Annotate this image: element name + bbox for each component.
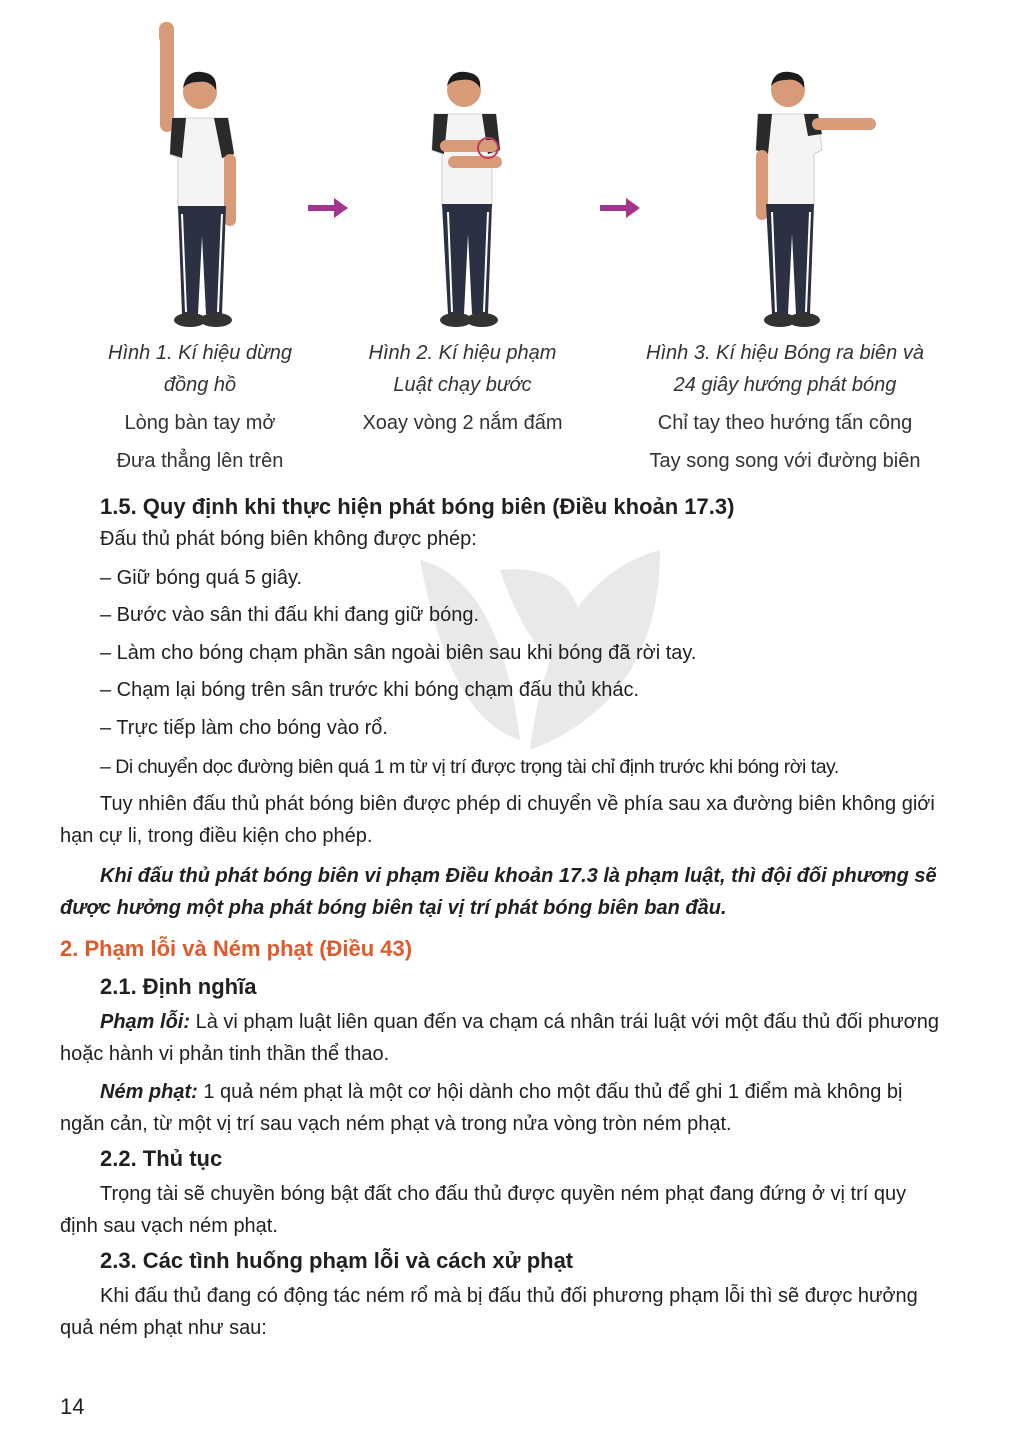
figure-1-referee-stop-clock: [150, 22, 260, 332]
section-2-heading: 2. Phạm lỗi và Ném phạt (Điều 43): [60, 936, 413, 961]
section-1-5-paragraph: Tuy nhiên đấu thủ phát bóng biên được phép di chuyển về phía sau xa đường biên không giới hạn cự li, trong điều kiện cho phép.: [60, 793, 935, 847]
figure-3-notes: [620, 404, 950, 480]
caption-line: đồng hồ: [163, 374, 237, 396]
list-item: – Chạm lại bóng trên sân trước khi bóng chạm đấu thủ khác.: [100, 679, 640, 701]
caption-line: Hình 2. Kí hiệu phạm: [368, 342, 557, 364]
figure-1-caption: [90, 337, 310, 401]
definition-text: 1 quả ném phạt là một cơ hội dành cho một đấu thủ để ghi 1 điểm mà không bị ngăn cản, từ một vị trí sau vạch ném phạt và trong nửa vòng tròn ném phạt.: [60, 1081, 903, 1135]
figure-1-notes: [90, 404, 310, 480]
section-1-5-intro: Đấu thủ phát bóng biên không được phép:: [100, 528, 477, 550]
caption-line: 24 giây hướng phát bóng: [673, 374, 897, 396]
section-2-1-heading: 2.1. Định nghĩa: [100, 974, 257, 999]
caption-line: Hình 1. Kí hiệu dừng: [108, 342, 292, 364]
note-line: Đưa thẳng lên trên: [116, 450, 284, 472]
figure-3-caption: [620, 337, 950, 401]
caption-line: Hình 3. Kí hiệu Bóng ra biên và: [646, 342, 924, 364]
section-2-2-text: Trọng tài sẽ chuyền bóng bật đất cho đấu thủ được quyền ném phạt đang đứng ở vị trí quy định sau vạch ném phạt.: [60, 1183, 907, 1237]
list-item: – Làm cho bóng chạm phần sân ngoài biên sau khi bóng đã rời tay.: [100, 642, 697, 664]
caption-line: Luật chạy bước: [393, 374, 532, 396]
list-item: – Bước vào sân thi đấu khi đang giữ bóng.: [100, 604, 480, 626]
section-1-5-emphasis: Khi đấu thủ phát bóng biên vi phạm Điều khoản 17.3 là phạm luật, thì đội đối phương sẽ được hưởng một pha phát bóng biên tại vị trí phát bóng biên ban đầu.: [60, 865, 937, 919]
note-line: Lòng bàn tay mở: [124, 412, 276, 434]
note-line: Xoay vòng 2 nắm đấm: [362, 412, 563, 434]
section-1-5-heading: 1.5. Quy định khi thực hiện phát bóng biên (Điều khoản 17.3): [100, 494, 735, 519]
definition-nem-phat: [60, 1076, 944, 1140]
definition-pham-loi: [60, 1006, 944, 1070]
note-line: Tay song song với đường biên: [649, 450, 921, 472]
figure-2-caption: [340, 337, 585, 401]
figure-3-out-of-bounds-direction: [752, 70, 882, 332]
figure-2-travelling-violation: [418, 70, 518, 332]
list-item: – Di chuyển dọc đường biên quá 1 m từ vị trí được trọng tài chỉ định trước khi bóng rời tay.: [100, 756, 839, 778]
term-pham-loi: Phạm lỗi:: [100, 1011, 191, 1033]
term-nem-phat: Ném phạt:: [100, 1081, 198, 1103]
definition-text: Là vi phạm luật liên quan đến va chạm cá nhân trái luật với một đấu thủ đối phương hoặc hành vi phản tinh thần thể thao.: [60, 1011, 939, 1065]
section-2-2-heading: 2.2. Thủ tục: [100, 1146, 223, 1171]
page-number: 14: [60, 1394, 85, 1419]
arrow-right-icon: [600, 196, 640, 225]
note-line: Chỉ tay theo hướng tấn công: [657, 412, 913, 434]
list-item: – Giữ bóng quá 5 giây.: [100, 567, 303, 589]
section-2-3-heading: 2.3. Các tình huống phạm lỗi và cách xử phạt: [100, 1248, 574, 1273]
figure-2-notes: [340, 404, 585, 442]
arrow-right-icon: [308, 196, 348, 225]
section-2-3-text: Khi đấu thủ đang có động tác ném rổ mà bị đấu thủ đối phương phạm lỗi thì sẽ được hưởng quả ném phạt như sau:: [60, 1285, 918, 1339]
list-item: – Trực tiếp làm cho bóng vào rổ.: [100, 717, 388, 739]
